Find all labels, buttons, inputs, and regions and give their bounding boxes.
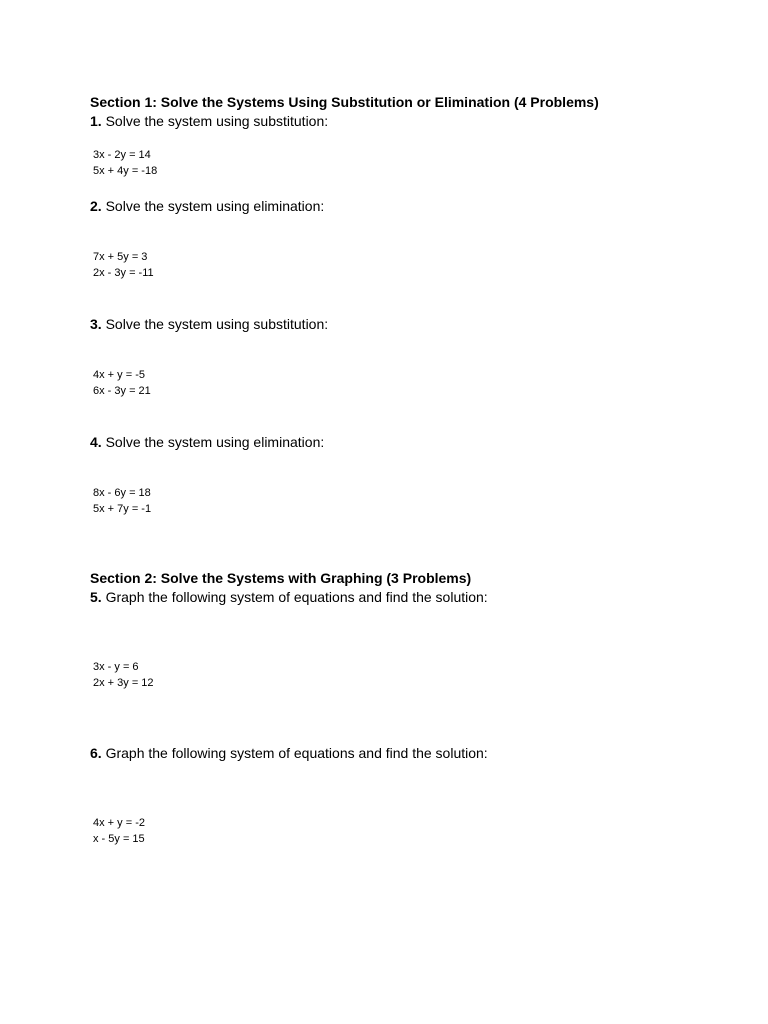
problem-6-equation-2: x - 5y = 15 [93, 833, 145, 845]
problem-3-equation-2: 6x - 3y = 21 [93, 385, 151, 397]
problem-3 [90, 316, 328, 332]
problem-2 [90, 198, 324, 214]
problem-4-equation-1: 8x - 6y = 18 [93, 487, 151, 499]
problem-6-prompt: Graph the following system of equations and find the solution: [105, 745, 488, 761]
problem-6 [90, 745, 488, 761]
problem-3-equation-1: 4x + y = -5 [93, 369, 145, 381]
problem-5 [90, 589, 488, 605]
problem-2-number: 2. [90, 198, 102, 214]
problem-3-number: 3. [90, 316, 102, 332]
problem-6-equation-1: 4x + y = -2 [93, 817, 145, 829]
problem-1-prompt: Solve the system using substitution: [105, 113, 329, 129]
problem-6-number: 6. [90, 745, 102, 761]
problem-3-prompt: Solve the system using substitution: [105, 316, 329, 332]
problem-4-prompt: Solve the system using elimination: [105, 434, 325, 450]
problem-1-equation-2: 5x + 4y = -18 [93, 165, 158, 177]
problem-4 [90, 434, 324, 450]
problem-5-equation-1: 3x - y = 6 [93, 661, 139, 673]
problem-5-equation-2: 2x + 3y = 12 [93, 677, 154, 689]
problem-1-number: 1. [90, 113, 102, 129]
section-1-heading: Section 1: Solve the Systems Using Substitution or Elimination (4 Problems) [90, 94, 599, 110]
problem-2-prompt: Solve the system using elimination: [105, 198, 325, 214]
problem-4-number: 4. [90, 434, 102, 450]
problem-1-equation-1: 3x - 2y = 14 [93, 149, 151, 161]
problem-1 [90, 113, 328, 129]
problem-2-equation-2: 2x - 3y = -11 [93, 267, 154, 279]
problem-4-equation-2: 5x + 7y = -1 [93, 503, 152, 515]
problem-2-equation-1: 7x + 5y = 3 [93, 251, 148, 263]
section-2-heading: Section 2: Solve the Systems with Graphing (3 Problems) [90, 570, 472, 586]
problem-5-prompt: Graph the following system of equations and find the solution: [105, 589, 488, 605]
problem-5-number: 5. [90, 589, 102, 605]
